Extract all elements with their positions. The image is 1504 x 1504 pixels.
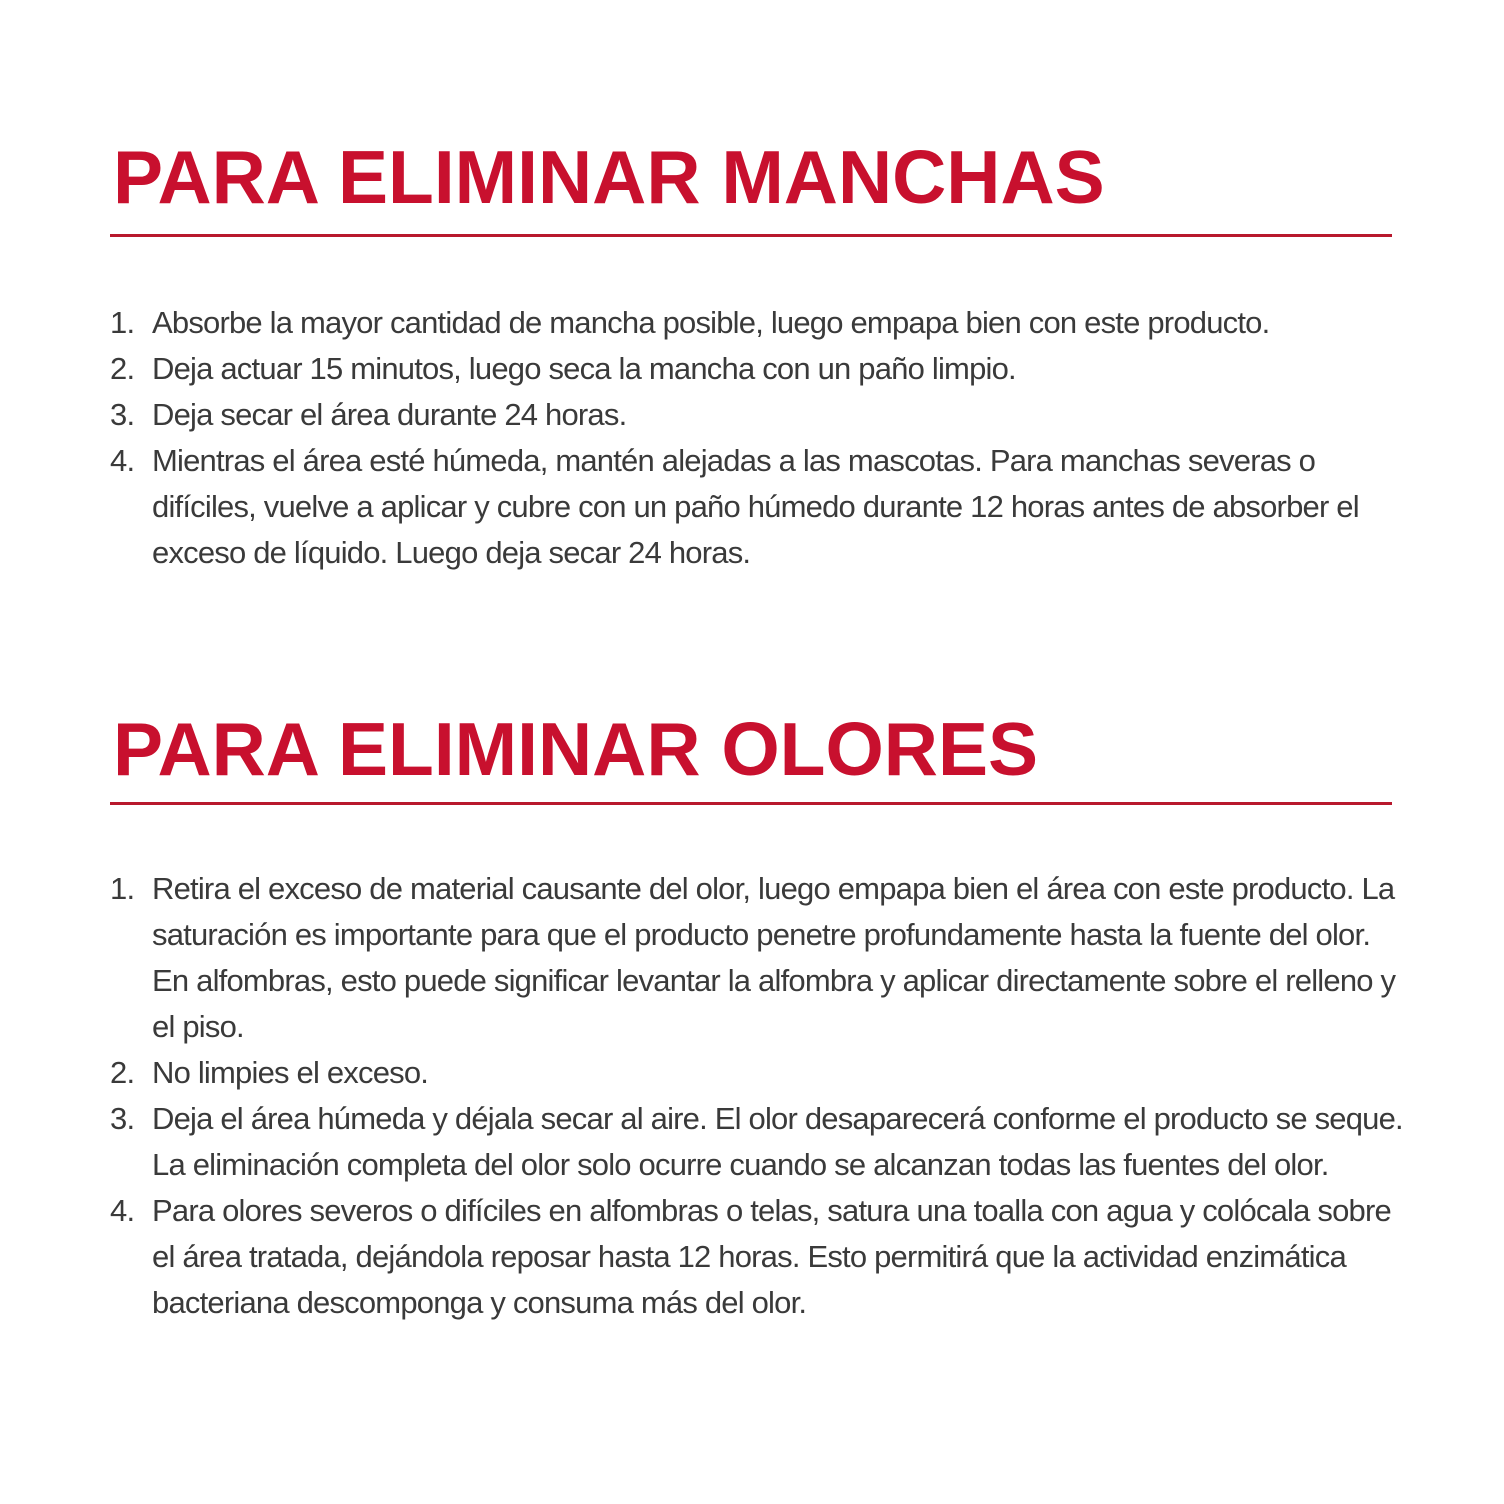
instruction-step (110, 392, 1410, 438)
instruction-step (110, 438, 1410, 576)
step-text: Deja actuar 15 minutos, luego seca la mancha con un paño limpio. (152, 351, 1016, 386)
instruction-step (110, 866, 1410, 1050)
step-text: Deja el área húmeda y déjala secar al aire. El olor desaparecerá conforme el producto se seque. La eliminación completa del olor solo ocurre cuando se alcanzan todas las fuentes del olor. (152, 1101, 1403, 1182)
section-title-stains: PARA ELIMINAR MANCHAS (113, 135, 1105, 219)
step-number: 4. (110, 1193, 135, 1228)
title-divider (110, 234, 1392, 237)
instruction-step (110, 300, 1410, 346)
step-text: Mientras el área esté húmeda, mantén alejadas a las mascotas. Para manchas severas o difíciles, vuelve a aplicar y cubre con un paño húmedo durante 12 horas antes de absorber el exceso de líquido. Luego deja secar 24 horas. (152, 443, 1359, 570)
step-number: 1. (110, 871, 135, 906)
step-text: No limpies el exceso. (152, 1055, 429, 1090)
step-text: Deja secar el área durante 24 horas. (152, 397, 627, 432)
step-number: 2. (110, 351, 135, 386)
step-number: 2. (110, 1055, 135, 1090)
instruction-step (110, 1096, 1410, 1188)
instruction-step (110, 1050, 1410, 1096)
step-text: Absorbe la mayor cantidad de mancha posible, luego empapa bien con este producto. (152, 305, 1270, 340)
step-text: Para olores severos o difíciles en alfombras o telas, satura una toalla con agua y colócala sobre el área tratada, dejándola reposar hasta 12 horas. Esto permitirá que la actividad enzimática bacteriana descomponga y consuma más del olor. (152, 1193, 1391, 1320)
step-number: 4. (110, 443, 135, 478)
instructions-list-odors (110, 866, 1410, 1326)
step-number: 3. (110, 1101, 135, 1136)
instructions-list-stains (110, 300, 1410, 576)
step-text: Retira el exceso de material causante del olor, luego empapa bien el área con este producto. La saturación es importante para que el producto penetre profundamente hasta la fuente del olor. En alfombras, esto puede significar levantar la alfombra y aplicar directamente sobre el relleno y el piso. (152, 871, 1396, 1044)
step-number: 1. (110, 305, 135, 340)
instruction-step (110, 346, 1410, 392)
title-divider (110, 802, 1392, 805)
section-title-odors: PARA ELIMINAR OLORES (113, 707, 1039, 791)
step-number: 3. (110, 397, 135, 432)
instruction-step (110, 1188, 1410, 1326)
